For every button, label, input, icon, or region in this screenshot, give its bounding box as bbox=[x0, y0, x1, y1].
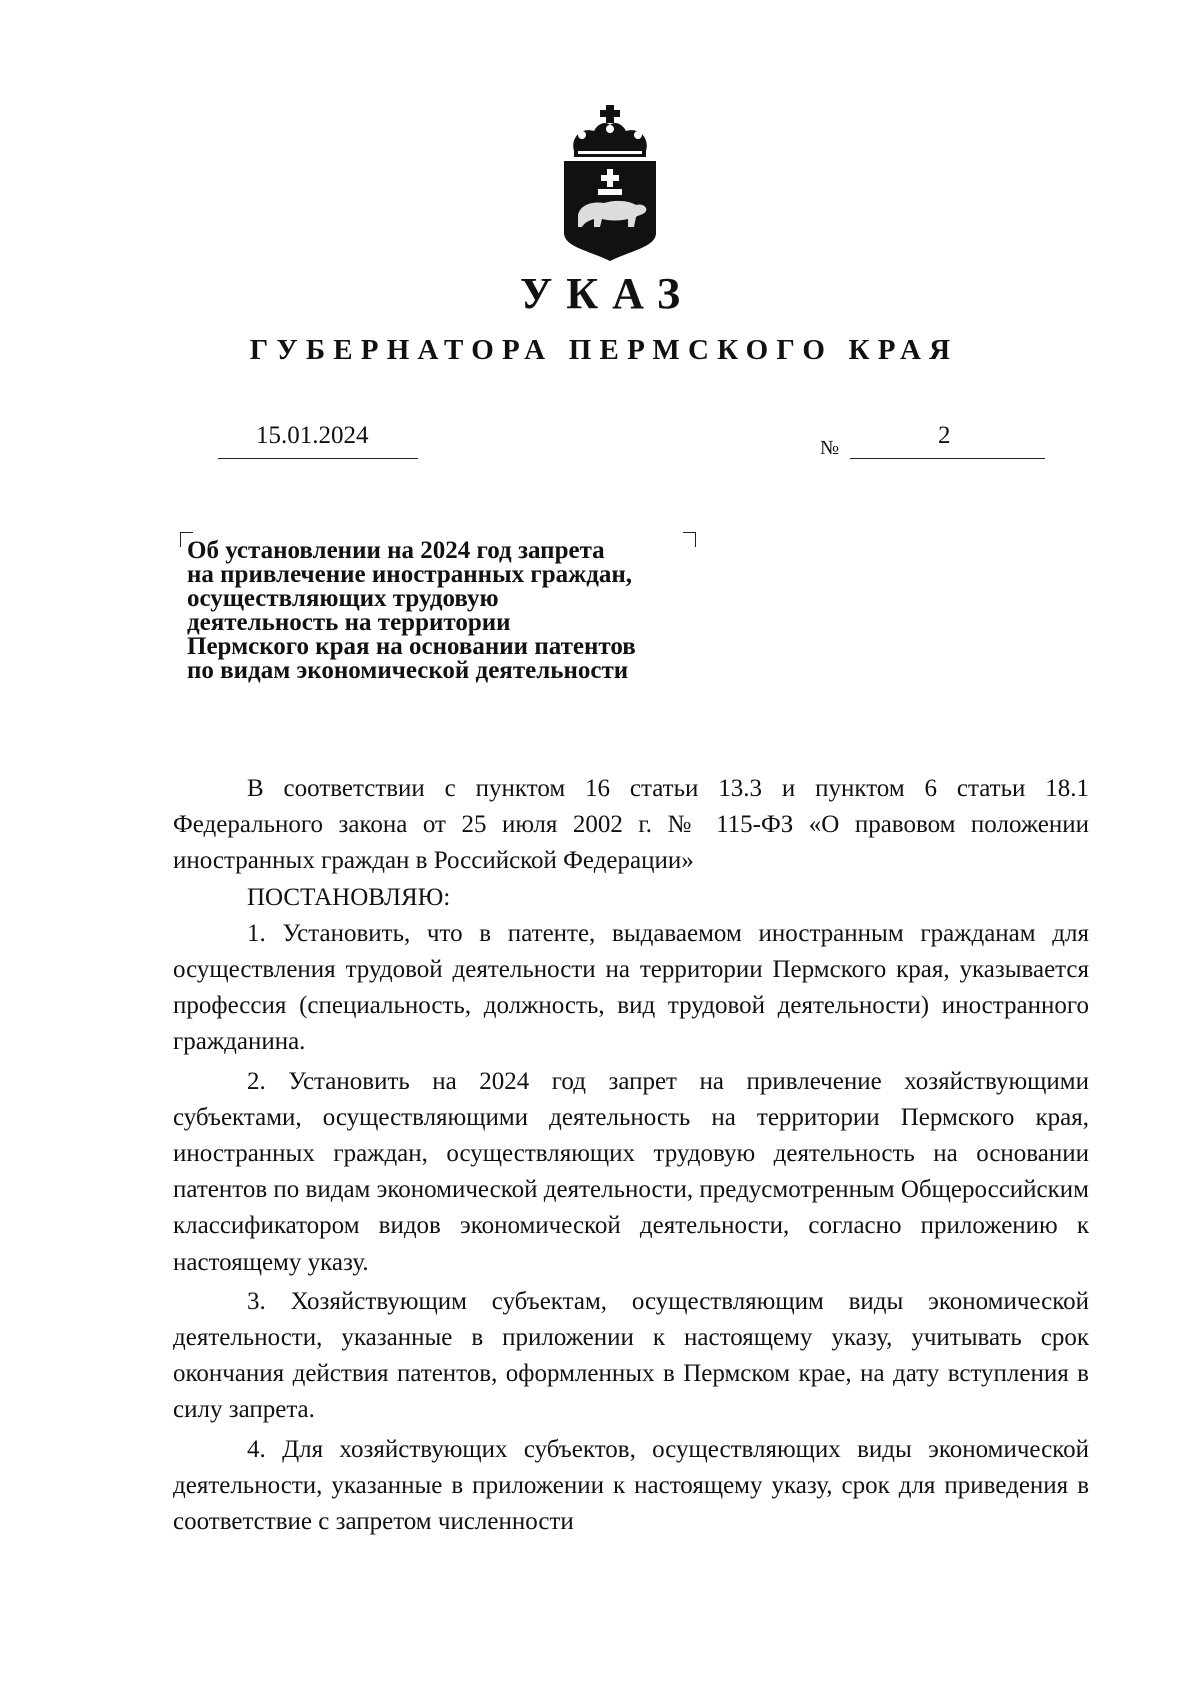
item-4-paragraph: 4. Для хозяйствующих субъектов, осуществляющих виды экономической деятельности, указанные в приложении к настоящему указу, срок для приведения в соответствие с запретом численности bbox=[173, 1435, 1089, 1536]
item-2-paragraph: 2. Установить на 2024 год запрет на привлечение хозяйствующими субъектами, осуществляющими деятельность на территории Пермского края, иностранных граждан, осуществляющих трудовую деятельность на основании патентов по видам экономической деятельности, предусмотренным Общероссийским классификатором видов экономической деятельности, согласно приложению к настоящему указу. bbox=[173, 1067, 1089, 1276]
document-number: 2 bbox=[938, 422, 951, 449]
date-field bbox=[218, 420, 418, 462]
date-underline bbox=[218, 458, 418, 459]
heading-line: на привлечение иностранных граждан, bbox=[187, 561, 633, 588]
heading-line: деятельность на территории bbox=[187, 609, 511, 636]
document-title: УКАЗ bbox=[519, 269, 695, 318]
document-date: 15.01.2024 bbox=[256, 422, 369, 449]
heading-line: Об установлении на 2024 год запрета bbox=[187, 537, 605, 564]
resolve-line: ПОСТАНОВЛЯЮ: bbox=[247, 883, 451, 911]
heading-line: по видам экономической деятельности bbox=[187, 657, 629, 684]
document-heading bbox=[187, 539, 747, 683]
number-sign: № bbox=[820, 437, 840, 459]
number-underline bbox=[850, 458, 1045, 459]
number-field bbox=[820, 420, 1045, 462]
document-body bbox=[173, 771, 1089, 1540]
preamble-paragraph: В соответствии с пунктом 16 статьи 13.3 и пунктом 6 статьи 18.1 Федерального закона от 25 июля 2002 г. № 115-ФЗ «О правовом положении иностранных граждан в Российской Федерации» bbox=[173, 775, 1089, 875]
item-3-paragraph: 3. Хозяйствующим субъектам, осуществляющим виды экономической деятельности, указанные в приложении к настоящему указу, учитывать срок окончания действия патентов, оформленных в Пермском крае, на дату вступления в силу запрета. bbox=[173, 1287, 1089, 1424]
heading-line: осуществляющих трудовую bbox=[187, 585, 499, 612]
heading-line: Пермского края на основании патентов bbox=[187, 633, 636, 660]
item-1-paragraph: 1. Установить, что в патенте, выдаваемом иностранным гражданам для осуществления трудовой деятельности на территории Пермского края, указывается профессия (специальность, должность, вид трудовой деятельности) иностранного гражданина. bbox=[173, 919, 1089, 1056]
document-issuer: ГУБЕРНАТОРА ПЕРМСКОГО КРАЯ bbox=[249, 334, 959, 366]
coat-of-arms-icon bbox=[560, 105, 660, 261]
